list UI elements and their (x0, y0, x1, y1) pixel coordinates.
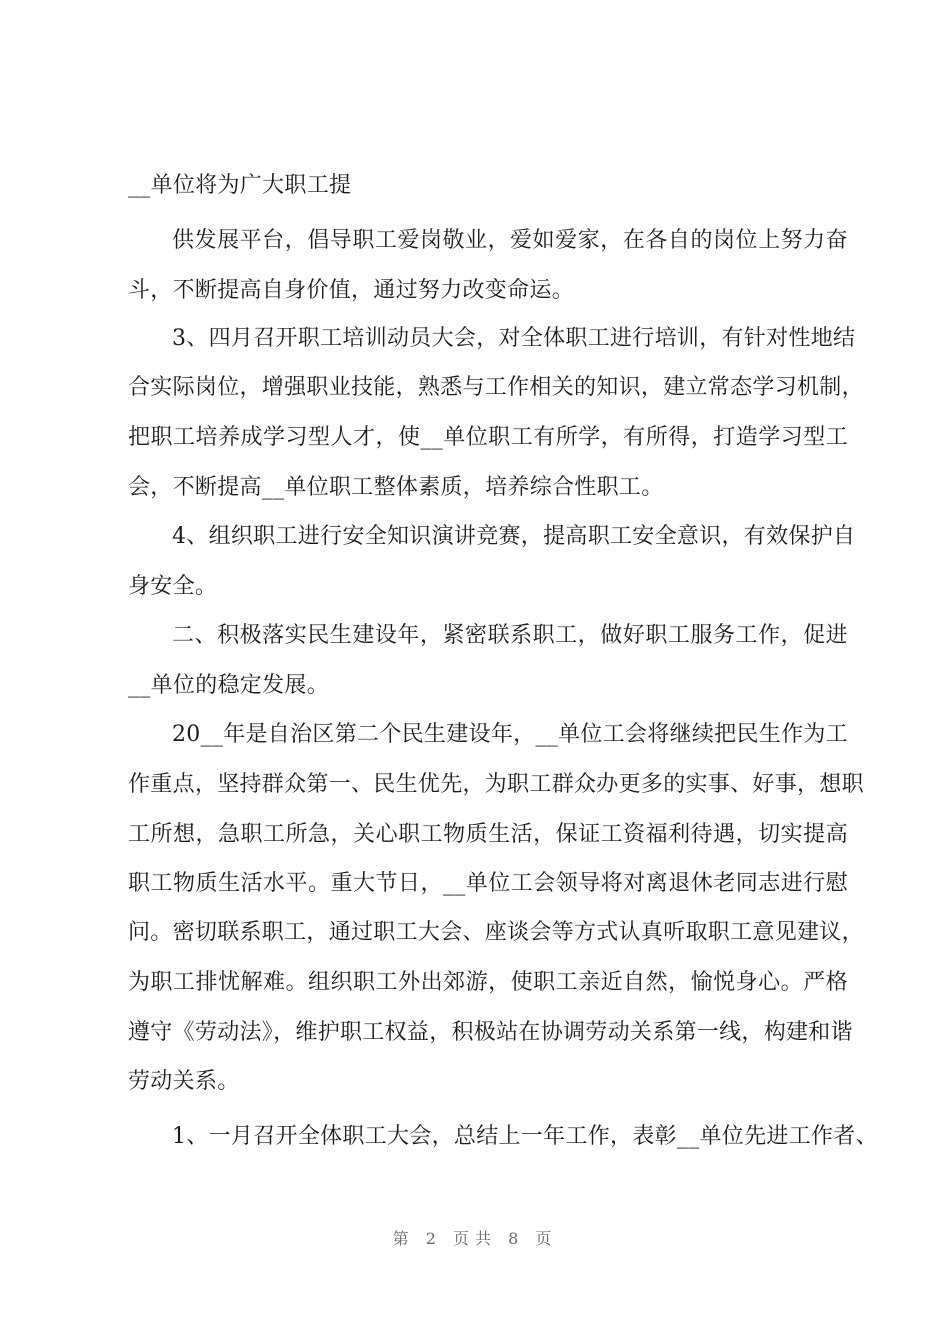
text-line: __单位的稳定发展。 (128, 673, 330, 698)
text-line: 问。密切联系职工，通过职工大会、座谈会等方式认真听取职工意见建议， (128, 920, 864, 945)
text-line: 为职工排忧解难。组织职工外出郊游，使职工亲近自然，愉悦身心。严格 (128, 970, 848, 995)
page-number-footer: 第 2 页共 8 页 (392, 1229, 558, 1248)
text-line: 遵守《劳动法》，维护职工权益，积极站在协调劳动关系第一线，构建和谐 (128, 1020, 853, 1045)
text-line: 1、一月召开全体职工大会，总结上一年工作，表彰__单位先进工作者、 (172, 1124, 878, 1149)
text-line: 斗，不断提高自身价值，通过努力改变命运。 (128, 278, 575, 303)
text-line: 把职工培养成学习型人才，使__单位职工有所学，有所得，打造学习型工 (128, 425, 848, 450)
text-line: 3、四月召开职工培训动员大会，对全体职工进行培训，有针对性地结 (172, 326, 856, 351)
text-line: 二、积极落实民生建设年，紧密联系职工，做好职工服务工作，促进 (172, 623, 848, 648)
text-line: 合实际岗位，增强职业技能，熟悉与工作相关的知识，建立常态学习机制， (128, 375, 864, 400)
text-line: 供发展平台，倡导职工爱岗敬业，爱如爱家，在各自的岗位上努力奋 (172, 228, 848, 253)
text-line: 作重点，坚持群众第一、民生优先，为职工群众办更多的实事、好事，想职 (128, 772, 864, 797)
text-line: 20__年是自治区第二个民生建设年，__单位工会将继续把民生作为工 (172, 722, 848, 747)
text-line: 劳动关系。 (128, 1069, 240, 1094)
text-line: 身安全。 (128, 574, 218, 599)
text-line: 4、组织职工进行安全知识演讲竞赛，提高职工安全意识，有效保护自 (172, 524, 856, 549)
text-line: 工所想，急职工所急，关心职工物质生活，保证工资福利待遇，切实提高 (128, 822, 848, 847)
text-line: __单位将为广大职工提 (128, 173, 352, 198)
text-line: 会，不断提高__单位职工整体素质，培养综合性职工。 (128, 475, 664, 500)
text-line: 职工物质生活水平。重大节日，__单位工会领导将对离退休老同志进行慰 (128, 871, 848, 896)
